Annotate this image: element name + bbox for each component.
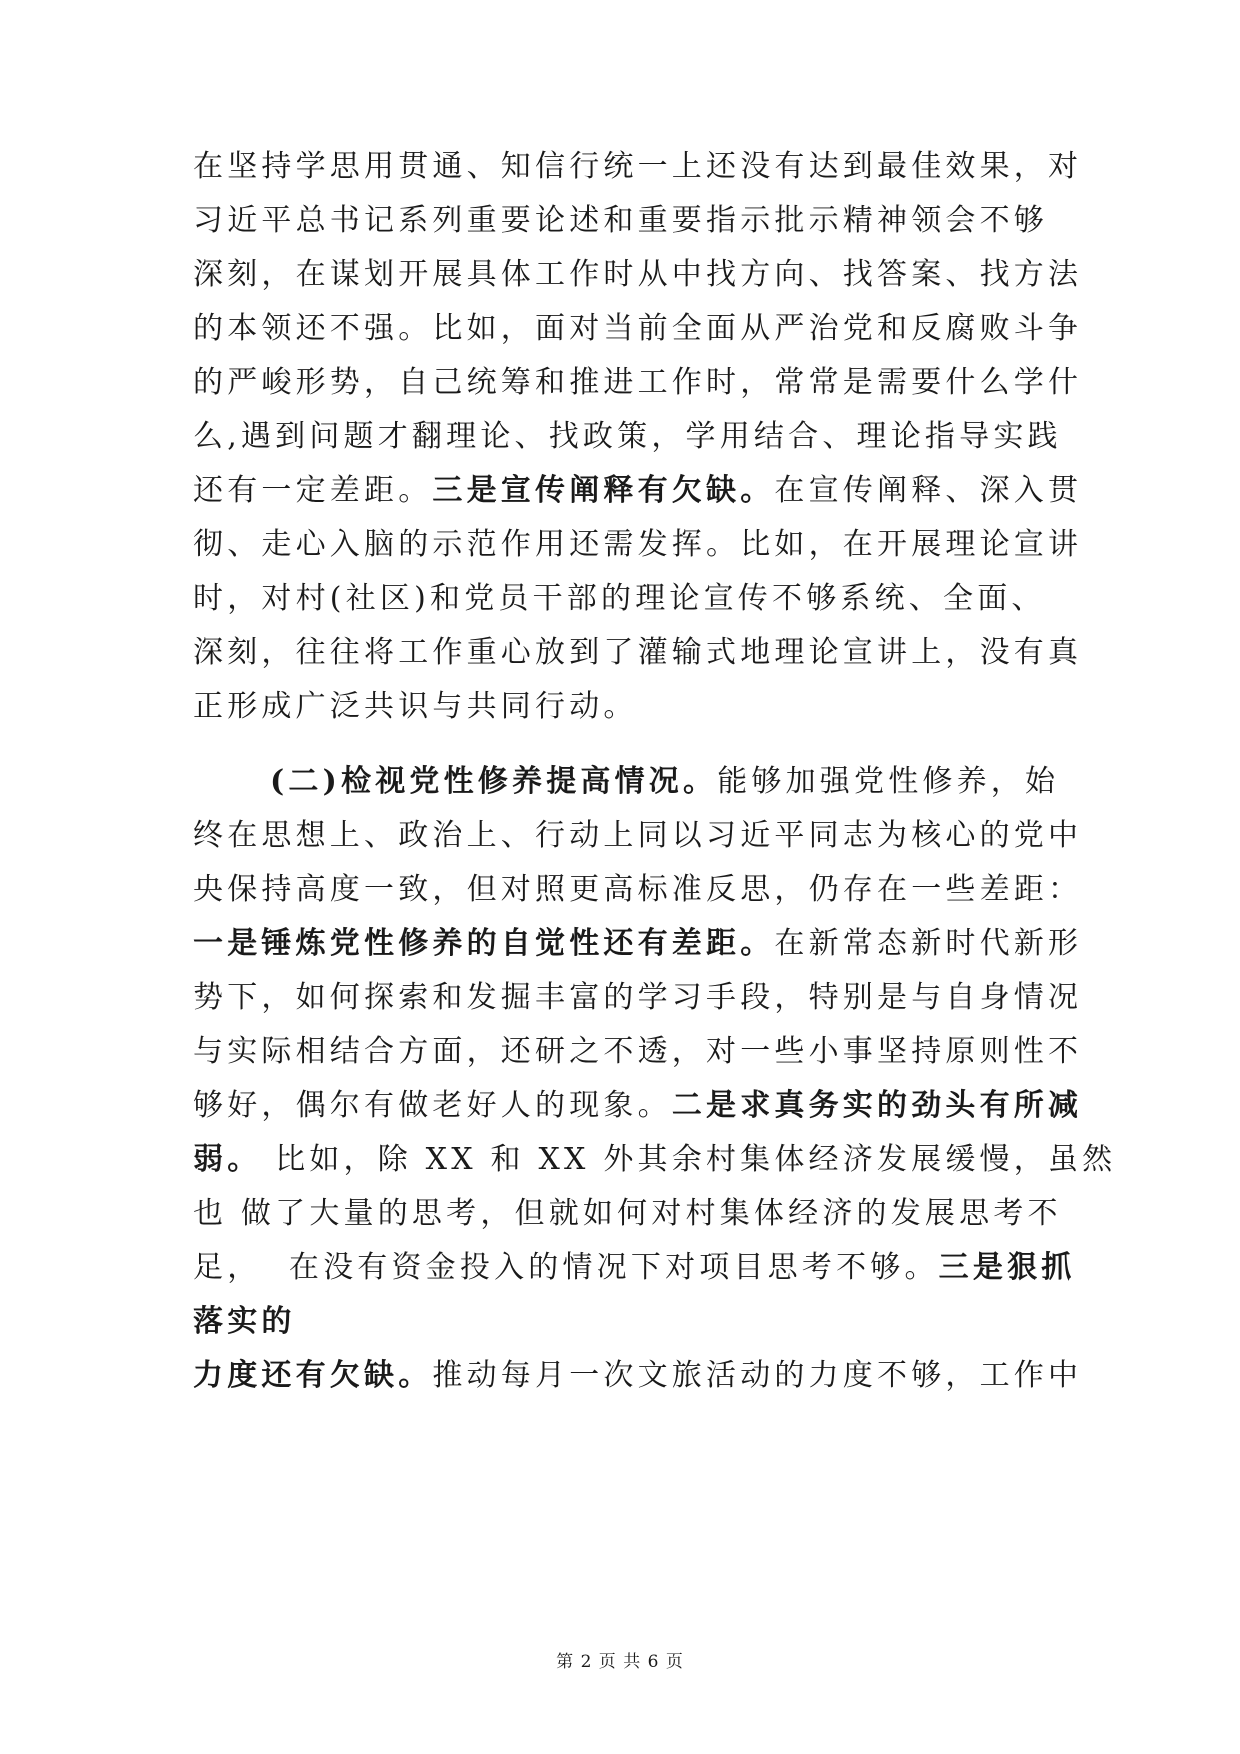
text-span: 的严峻形势，自己统筹和推进工作时，常常是需要什么学什	[193, 365, 1083, 400]
text-span: 还有一定差距。	[193, 473, 433, 508]
text-line	[193, 1356, 1083, 1396]
text-span: 正形成广泛共识与共同行动。	[193, 689, 638, 724]
text-span: 比如，除 XX 和 XX 外其余村集体经济发展缓慢，虽然	[261, 1142, 1117, 1177]
text-span: 深刻，往往将工作重心放到了灌输式地理论宣讲上，没有真	[193, 635, 1083, 670]
text-line	[193, 1248, 1076, 1288]
text-span: 习近平总书记系列重要论述和重要指示批示精神领会不够	[193, 203, 1048, 238]
bold-heading: 力度还有欠缺。	[193, 1358, 433, 1393]
text-line	[193, 147, 1083, 187]
text-line	[193, 687, 1053, 727]
text-line	[193, 417, 1062, 457]
text-line	[193, 255, 1083, 295]
text-line	[270, 762, 1060, 802]
text-line	[193, 201, 1053, 241]
text-span: 央保持高度一致，但对照更高标准反思，仍存在一些差距：	[193, 872, 1083, 907]
text-span: 时，对村(社区)和党员干部的理论宣传不够系统、全面、	[193, 581, 1046, 616]
text-line	[193, 1302, 1053, 1342]
text-line	[193, 471, 1083, 511]
text-span: 在新常态新时代新形	[774, 926, 1083, 961]
text-line	[193, 1032, 1083, 1072]
text-line	[193, 1086, 1083, 1126]
text-line	[193, 525, 1083, 565]
text-span: 深刻，在谋划开展具体工作时从中找方向、找答案、找方法	[193, 257, 1083, 292]
text-line	[193, 633, 1083, 673]
text-span: 势下，如何探索和发掘丰富的学习手段，特别是与自身情况	[193, 980, 1083, 1015]
text-line	[193, 924, 1083, 964]
text-span: 终在思想上、政治上、行动上同以习近平同志为核心的党中	[193, 818, 1083, 853]
text-line	[193, 309, 1083, 349]
bold-heading: 落实的	[193, 1304, 296, 1339]
bold-heading: 三是宣传阐释有欠缺。	[432, 473, 775, 508]
text-span: 么,遇到问题才翻理论、找政策，学用结合、理论指导实践	[193, 419, 1062, 454]
text-line	[193, 579, 1053, 619]
text-line	[193, 363, 1083, 403]
text-span: 与实际相结合方面，还研之不透，对一些小事坚持原则性不	[193, 1034, 1083, 1069]
text-span: 在宣传阐释、深入贯	[774, 473, 1083, 508]
section-heading: (二)检视党性修养提高情况。	[270, 764, 718, 799]
bold-heading: 一是锤炼党性修养的自觉性还有差距。	[193, 926, 775, 961]
text-span: 在坚持学思用贯通、知信行统一上还没有达到最佳效果，对	[193, 149, 1083, 184]
text-line	[193, 978, 1083, 1018]
text-span: 也 做了大量的思考，但就如何对村集体经济的发展思考不	[193, 1196, 1062, 1231]
bold-heading: 弱。	[193, 1142, 262, 1177]
bold-heading: 二是求真务实的劲头有所减	[671, 1088, 1083, 1123]
text-span: 足， 在没有资金投入的情况下对项目思考不够。	[193, 1250, 939, 1285]
text-span: 推动每月一次文旅活动的力度不够，工作中	[432, 1358, 1083, 1393]
page-number: 第 2 页 共 6 页	[556, 1652, 684, 1672]
bold-heading: 三是狠抓	[938, 1250, 1076, 1285]
text-span: 够好，偶尔有做老好人的现象。	[193, 1088, 672, 1123]
text-line	[193, 1140, 1117, 1180]
text-span: 彻、走心入脑的示范作用还需发挥。比如，在开展理论宣讲	[193, 527, 1083, 562]
text-line	[193, 1194, 1062, 1234]
text-span: 能够加强党性修养，始	[717, 764, 1060, 799]
text-line	[193, 870, 1083, 910]
text-line	[193, 816, 1083, 856]
text-span: 的本领还不强。比如，面对当前全面从严治党和反腐败斗争	[193, 311, 1083, 346]
